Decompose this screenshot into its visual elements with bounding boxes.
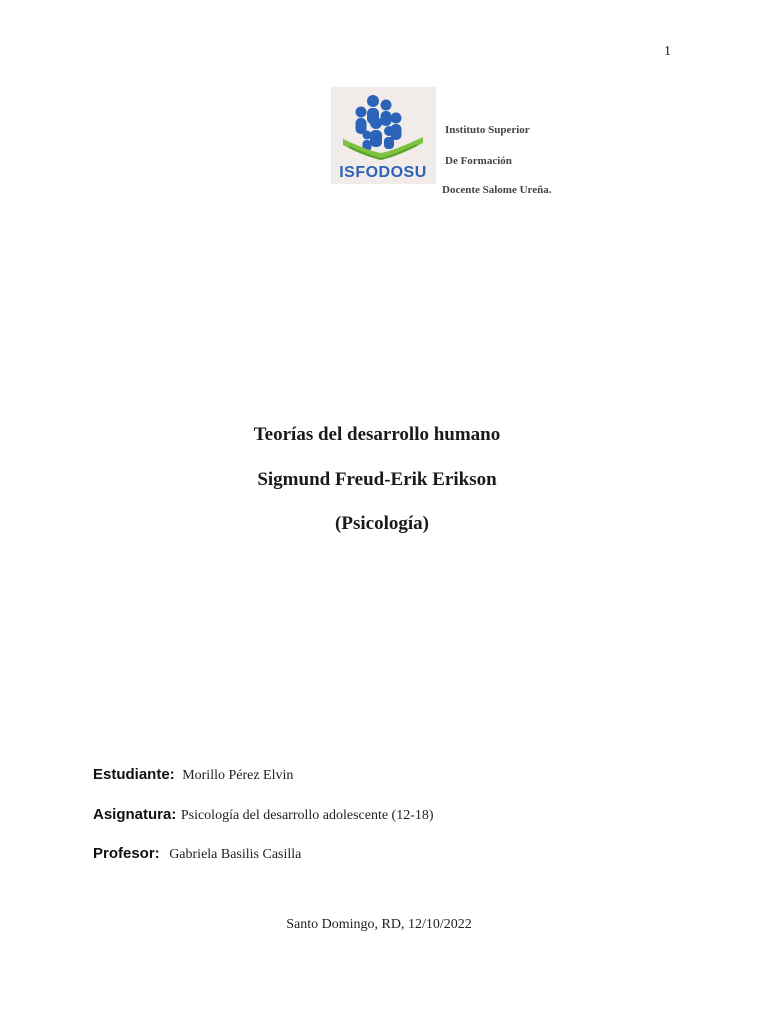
document-title: Teorías del desarrollo humano xyxy=(253,424,501,445)
document-area: (Psicología) xyxy=(335,513,429,534)
document-subtitle: Sigmund Freud-Erik Erikson xyxy=(257,469,497,490)
subject-label: Asignatura: xyxy=(93,806,177,823)
professor-label: Profesor: xyxy=(93,845,160,862)
subject-value: Psicología del desarrollo adolescente (12-18) xyxy=(180,808,434,823)
subject-row xyxy=(93,806,434,824)
professor-row xyxy=(93,845,301,863)
place-and-date: Santo Domingo, RD, 12/10/2022 xyxy=(286,917,472,932)
institution-line-1: Instituto Superior xyxy=(445,124,530,136)
isfodosu-logo xyxy=(331,87,436,184)
institution-line-2: De Formación xyxy=(445,155,512,167)
institution-line-3: Docente Salome Ureña. xyxy=(442,184,552,196)
student-row xyxy=(93,766,293,784)
page-number: 1 xyxy=(664,44,671,59)
student-value: Morillo Pérez Elvin xyxy=(182,768,294,783)
student-label: Estudiante: xyxy=(93,766,175,783)
logo-wordmark: ISFODOSU xyxy=(339,164,427,181)
professor-value: Gabriela Basilis Casilla xyxy=(169,847,302,862)
